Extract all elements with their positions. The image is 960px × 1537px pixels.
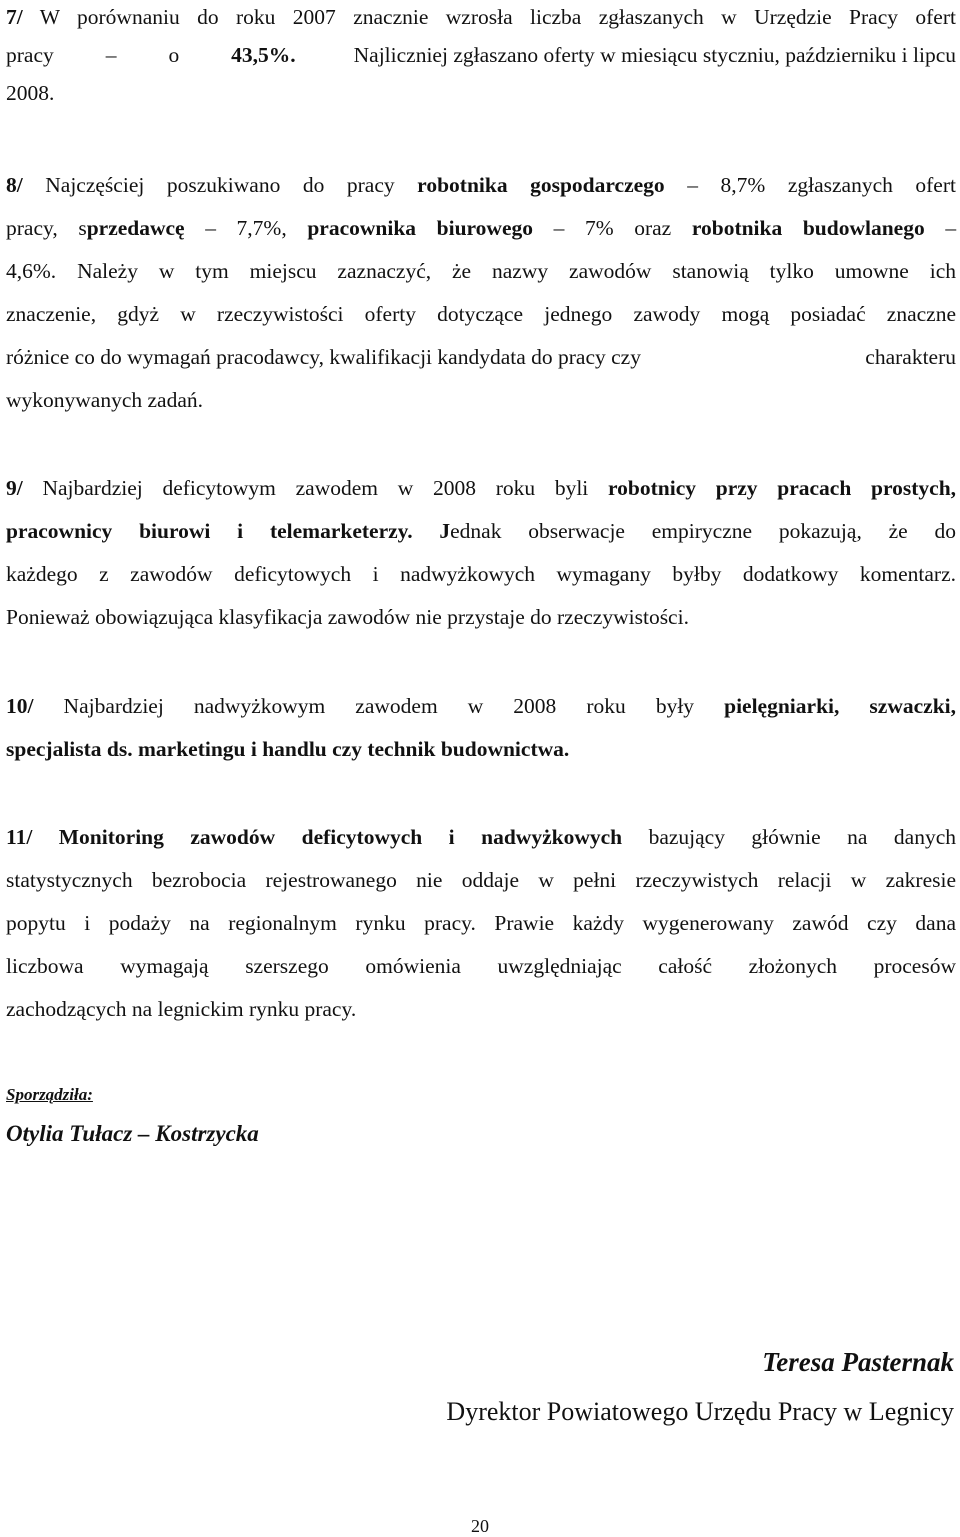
p7-line-2: pracy – o 43,5%. Najliczniej zgłaszano oferty w miesiącu styczniu, październiku i lipcu xyxy=(6,43,956,67)
page-number: 20 xyxy=(471,1516,489,1536)
signature-title: Dyrektor Powiatowego Urzędu Pracy w Legnicy xyxy=(446,1397,954,1426)
p7-number: 7/ xyxy=(6,5,23,29)
p11-line-4: liczbowa wymagają szerszego omówienia uwzględniając całość złożonych procesów xyxy=(6,954,956,978)
p9-number: 9/ xyxy=(6,476,23,500)
p9-line-3: każdego z zawodów deficytowych i nadwyżkowych wymagany byłby dodatkowy komentarz. xyxy=(6,562,956,586)
p9-line-1: 9/ Najbardziej deficytowym zawodem w 2008 roku byli robotnicy przy pracach prostych, xyxy=(6,476,957,500)
p8-line-4: znaczenie, gdyż w rzeczywistości oferty dotyczące jednego zawody mogą posiadać znaczne xyxy=(6,302,956,326)
p8-line-2: pracy, sprzedawcę – 7,7%, pracownika biurowego – 7% oraz robotnika budowlanego – xyxy=(6,216,957,240)
p8-line-6: wykonywanych zadań. xyxy=(6,388,204,412)
p9-line-2: pracownicy biurowi i telemarketerzy. Jednak obserwacje empiryczne pokazują, że do xyxy=(6,519,956,543)
p7-line-3: 2008. xyxy=(6,81,55,105)
p8-line-3: 4,6%. Należy w tym miejscu zaznaczyć, że nazwy zawodów stanowią tylko umowne ich xyxy=(6,259,956,283)
prepared-by-name: Otylia Tułacz – Kostrzycka xyxy=(6,1121,259,1146)
p8-line-1: 8/ Najczęściej poszukiwano do pracy robotnika gospodarczego – 8,7% zgłaszanych ofert xyxy=(6,173,956,197)
p8-number: 8/ xyxy=(6,173,23,197)
p11-line-3: popytu i podaży na regionalnym rynku pracy. Prawie każdy wygenerowany zawód czy dana xyxy=(6,911,956,935)
p9-line-4: Ponieważ obowiązująca klasyfikacja zawodów nie przystaje do rzeczywistości. xyxy=(6,605,689,629)
p8-line-5: różnice co do wymagań pracodawcy, kwalifikacji kandydata do pracy czy charakteru xyxy=(6,345,956,369)
p11-line-2: statystycznych bezrobocia rejestrowanego nie oddaje w pełni rzeczywistych relacji w zakresie xyxy=(6,868,956,892)
p10-number: 10/ xyxy=(6,694,34,718)
p10-line-2: specjalista ds. marketingu i handlu czy technik budownictwa. xyxy=(6,737,570,761)
p11-line-5: zachodzących na legnickim rynku pracy. xyxy=(6,997,357,1021)
prepared-by-label: Sporządziła: xyxy=(6,1085,93,1104)
p11-number: 11/ xyxy=(6,825,33,849)
p7-line-1: 7/ W porównaniu do roku 2007 znacznie wzrosła liczba zgłaszanych w Urzędzie Pracy ofert xyxy=(6,5,956,29)
p10-line-1: 10/ Najbardziej nadwyżkowym zawodem w 2008 roku były pielęgniarki, szwaczki, xyxy=(6,694,957,718)
signature-name: Teresa Pasternak xyxy=(762,1347,954,1377)
p11-line-1: 11/ Monitoring zawodów deficytowych i nadwyżkowych bazujący głównie na danych xyxy=(6,825,956,849)
